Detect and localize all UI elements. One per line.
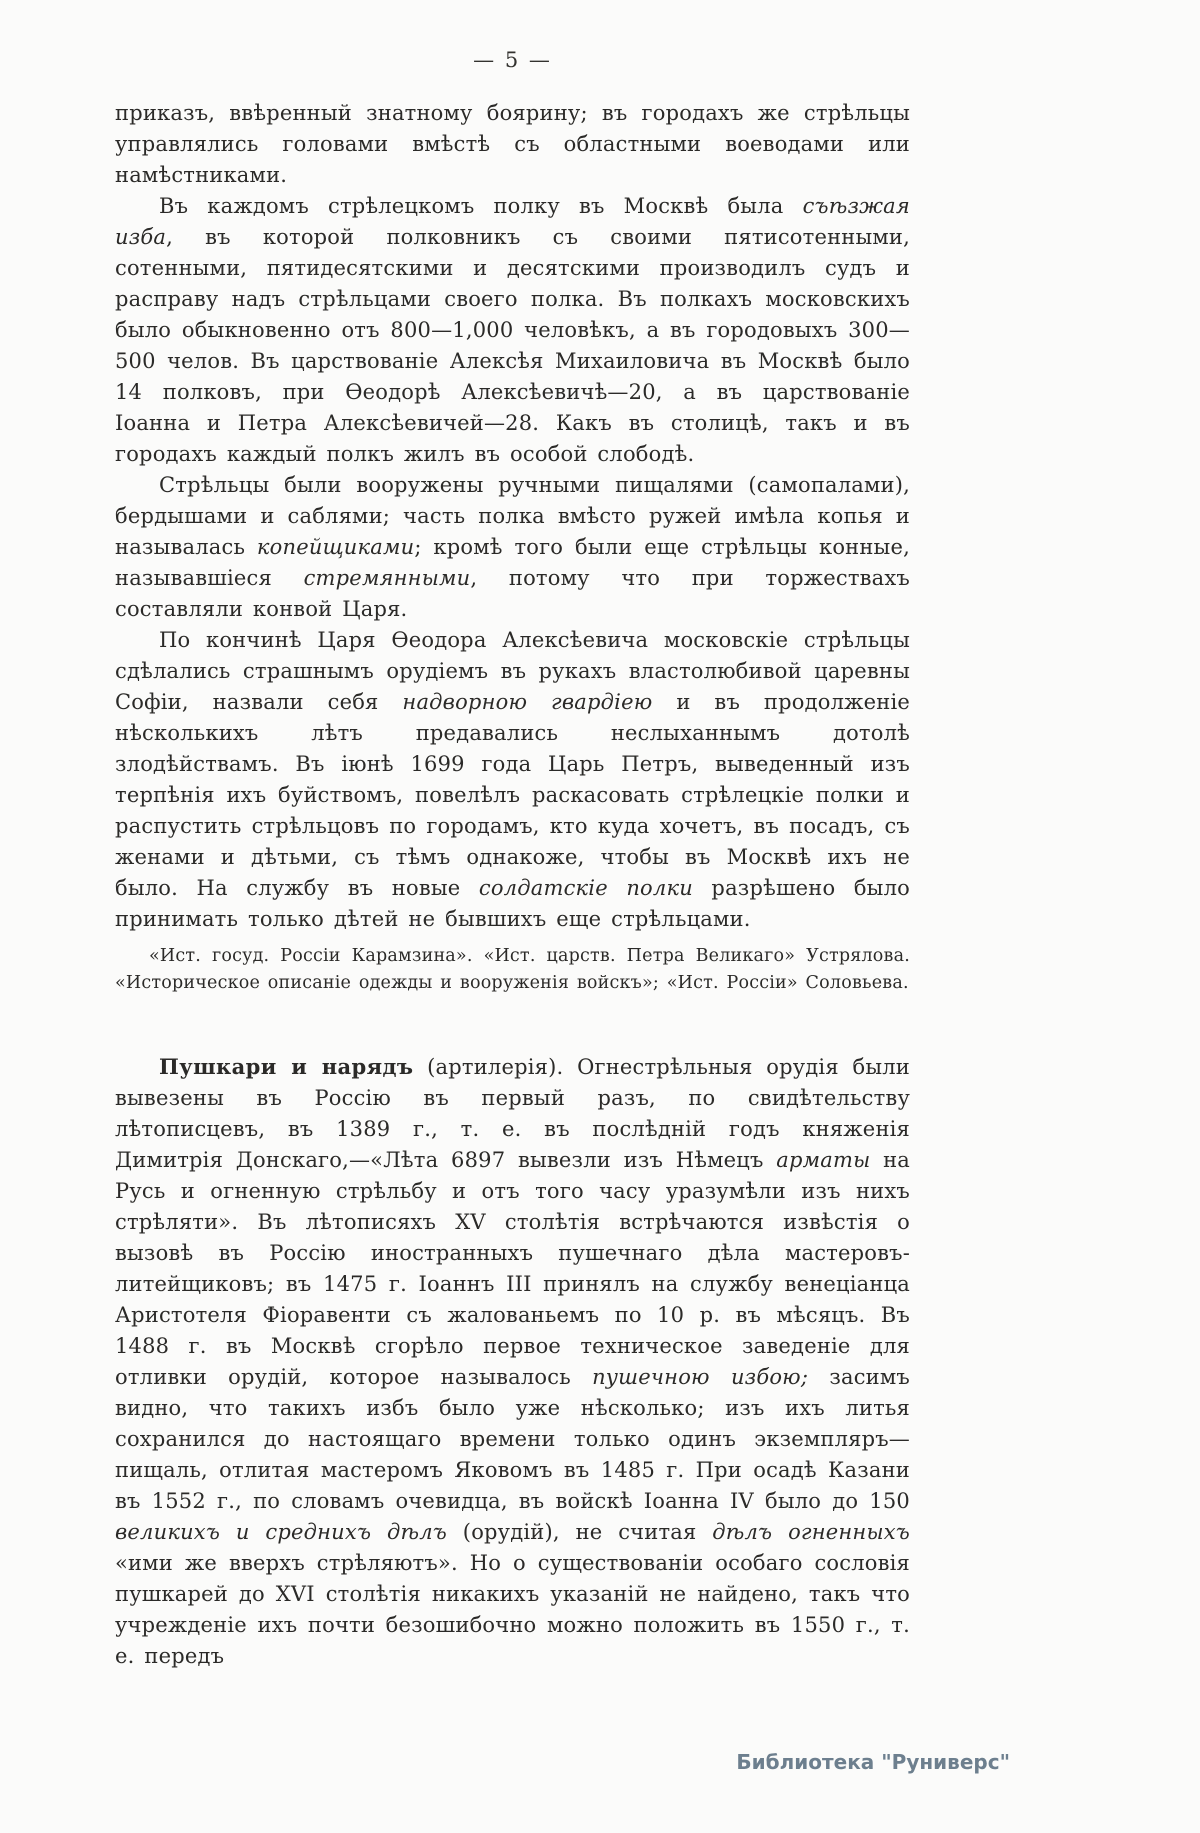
- text-body: [115, 98, 910, 1672]
- text-run: «Ист. госуд. Россіи Карамзина». «Ист. царств. Петра Великаго» Устрялова. «Историческое описаніе одежды и вооруженія войскъ»; «Ист. Россіи» Соловьева.: [115, 946, 910, 993]
- text-run: Стрѣльцы были вооружены ручными пищалями (самопалами), бердышами и саблями; часть полка вмѣсто ружей имѣла копья и называлась: [115, 473, 910, 559]
- text-run: «ими же вверхъ стрѣляютъ». Но о существованіи особаго сословія пушкарей до XVI столѣтія никакихъ указаній не найдено, такъ что учрежденіе ихъ почти безошибочно можно положить въ 1550 г., т. е. передъ: [115, 1551, 910, 1668]
- text-run: на Русь и огненную стрѣльбу и отъ того часу уразумѣли изъ нихъ стрѣляти». Въ лѣтописяхъ XV столѣтія встрѣчаются извѣстія о вызовѣ въ Россію иностранныхъ пушечнаго дѣла мастеровъ-литейщиковъ; въ 1475 г. Іоаннъ III принялъ на службу венеціанца Аристотеля Фіоравенти съ жалованьемъ по 10 р. въ мѣсяцъ. Въ 1488 г. въ Москвѣ сгорѣло первое техническое заведеніе для отливки орудій, которое называлось: [115, 1148, 911, 1389]
- text-run: и въ продолженіе нѣсколькихъ лѣтъ предавались неслыханнымъ дотолѣ злодѣйствамъ. Въ іюнѣ 1699 года Царь Петръ, выведенный изъ терпѣнія ихъ буйствомъ, повелѣлъ раскасовать стрѣлецкіе полки и распустить стрѣльцовъ по городамъ, кто куда хочетъ, въ посадъ, съ женами и дѣтьми, съ тѣмъ однакоже, чтобы въ Москвѣ ихъ не было. На службу въ новые: [115, 690, 911, 900]
- text-run: приказъ, ввѣренный знатному боярину; въ городахъ же стрѣльцы управлялись головами вмѣстѣ съ областными воеводами или намѣстниками.: [115, 101, 910, 187]
- paragraph-strelets-end: [115, 625, 910, 935]
- paragraph-pushkari: [115, 1051, 910, 1672]
- text-run: стремянными: [303, 566, 471, 590]
- text-run: засимъ видно, что такихъ избъ было уже нѣсколько; изъ ихъ литья сохранился до настоящаго времени только одинъ экземпляръ—пищаль, отлитая мастеромъ Яковомъ въ 1485 г. При осадѣ Казани въ 1552 г., по словамъ очевидца, въ войскѣ Іоанна IV было до 150: [115, 1365, 910, 1513]
- text-run: Въ каждомъ стрѣлецкомъ полку въ Москвѣ была: [159, 194, 803, 218]
- text-run: копейщиками: [256, 535, 415, 559]
- text-run: (артилерія). Огнестрѣльныя орудія были вывезены въ Россію въ первый разъ, по свидѣтельству лѣтописцевъ, въ 1389 г., т. е. въ послѣдній годъ княженія Димитрія Донскаго,—«Лѣта 6897 вывезли изъ Нѣмецъ: [115, 1055, 910, 1172]
- text-run: По кончинѣ Царя Ѳеодора Алексѣевича московскіе стрѣльцы сдѣлались страшнымъ орудіемъ въ рукахъ властолюбивой царевны Софіи, назвали себя: [115, 628, 910, 714]
- page-number-header: — 5 —: [473, 48, 552, 72]
- paragraph-strelets-polk: [115, 191, 910, 470]
- text-run: ; кромѣ того были еще стрѣльцы конные, называвшіеся: [115, 535, 910, 590]
- library-watermark: Библиотека "Руниверс": [736, 1750, 1010, 1774]
- text-run: разрѣшено было принимать только дѣтей не бывшихъ еще стрѣльцами.: [115, 876, 910, 931]
- text-run: солдатскіе полки: [478, 876, 693, 900]
- text-run: дѣлъ огненныхъ: [712, 1520, 910, 1544]
- paragraph-continuation: [115, 98, 910, 191]
- text-run: надворною гвардіею: [402, 690, 653, 714]
- text-run: , въ которой полковникъ съ своими пятисотенными, сотенными, пятидесятскими и десятскими производилъ судъ и расправу надъ стрѣльцами своего полка. Въ полкахъ московскихъ было обыкновенно отъ 800—1,000 человѣкъ, а въ городовыхъ 300—500 челов. Въ царствованіе Алексѣя Михаиловича въ Москвѣ было 14 полковъ, при Ѳеодорѣ Алексѣевичѣ—20, а въ царствованіе Іоанна и Петра Алексѣевичей—28. Какъ въ столицѣ, такъ и въ городахъ каждый полкъ жилъ въ особой слободѣ.: [115, 225, 910, 466]
- paragraph-references: [115, 943, 910, 997]
- text-run: пушечною избою;: [592, 1365, 809, 1389]
- text-run: , потому что при торжествахъ составляли конвой Царя.: [115, 566, 910, 621]
- paragraph-strelets-arms: [115, 470, 910, 625]
- text-run: съѣзжая изба: [115, 194, 910, 249]
- text-run: (орудій), не считая: [446, 1520, 713, 1544]
- text-run: Пушкари и нарядъ: [159, 1054, 414, 1079]
- text-run: арматы: [776, 1148, 871, 1172]
- text-run: великихъ и среднихъ дѣлъ: [115, 1520, 447, 1544]
